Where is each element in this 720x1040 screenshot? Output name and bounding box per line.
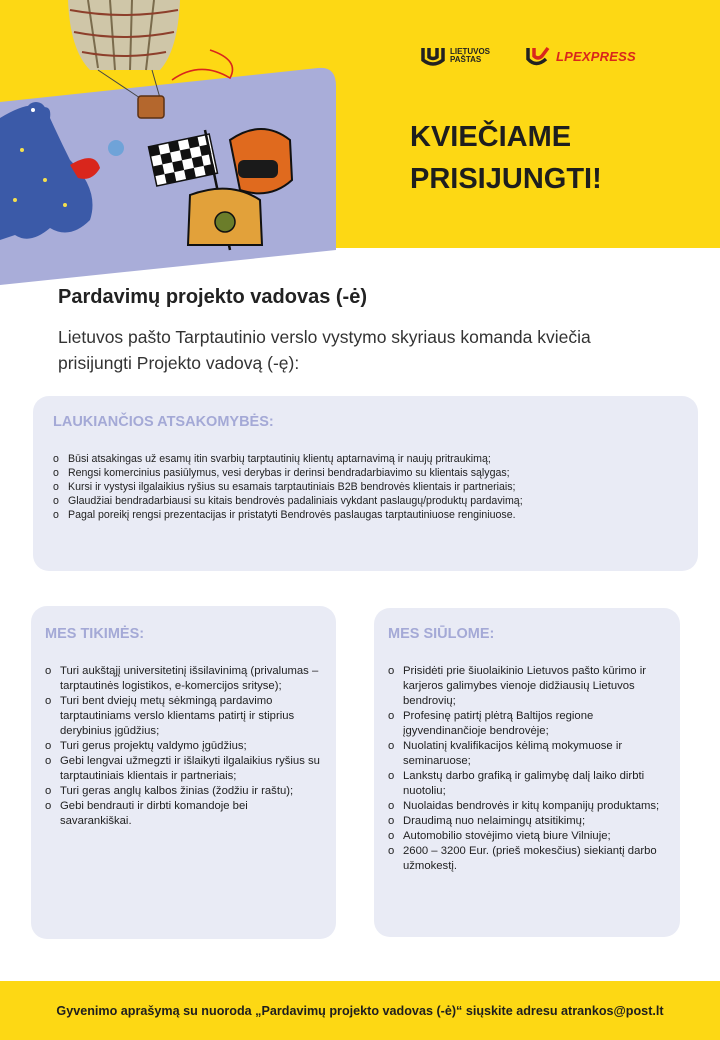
responsibilities-title: LAUKIANČIOS ATSAKOMYBĖS: — [53, 414, 274, 430]
lietuvos-pastas-logo-icon — [420, 44, 446, 68]
list-item: o Turi aukštąjį universitetinį išsilavinimą (privalumas – tarptautinės logistikos, e-komercijos srityse); — [45, 664, 322, 694]
lpexpress-wordmark: LPEXPRESS — [556, 48, 636, 64]
list-item: o Gebi lengvai užmegzti ir išlaikyti ilgalaikius ryšius su tarptautiniais klientais ir partneriais; — [45, 754, 322, 784]
expectations-card — [31, 606, 336, 939]
job-title: Pardavimų projekto vadovas (-ė) — [58, 286, 367, 308]
lpexpress-logo-icon — [524, 44, 552, 68]
list-item: o Profesinę patirtį plėtrą Baltijos regione įgyvendinančioje bendrovėje; — [388, 709, 666, 739]
hero-illustration — [0, 0, 345, 290]
offers-list — [388, 664, 666, 874]
list-item: o Gebi bendrauti ir dirbti komandoje bei savarankiškai. — [45, 799, 322, 829]
responsibilities-card — [33, 396, 698, 571]
hero-banner — [0, 0, 720, 290]
headline-line1: KVIEČIAME — [410, 121, 572, 153]
offers-card — [374, 608, 680, 937]
list-item: o Būsi atsakingas už esamų itin svarbių tarptautinių klientų aptarnavimą ir naujų pritraukimą; — [53, 452, 678, 466]
list-item: o Draudimą nuo nelaimingų atsitikimų; — [388, 814, 666, 829]
hero-headline — [410, 116, 602, 200]
list-item: o Glaudžiai bendradarbiausi su kitais bendrovės padaliniais vykdant paslaugų/produktų pardavimą; — [53, 494, 678, 508]
list-item: o Turi geras anglų kalbos žinias (žodžiu ir raštu); — [45, 784, 322, 799]
lietuvos-pastas-logo — [420, 44, 490, 68]
job-intro: Lietuvos pašto Tarptautinio verslo vystymo skyriaus komanda kviečia prisijungti Projekto vadovą (-ę): — [58, 327, 591, 373]
list-item: o Rengsi komercinius pasiūlymus, vesi derybas ir derinsi bendradarbiavimo su klientais sąlygas; — [53, 466, 678, 480]
list-item: o Pagal poreikį rengsi prezentacijas ir pristatyti Bendrovės paslaugas tarptautiniuose renginiuose. — [53, 508, 678, 522]
list-item: o Nuolatinį kvalifikacijos kėlimą mokymuose ir seminaruose; — [388, 739, 666, 769]
list-item: o Turi gerus projektų valdymo įgūdžius; — [45, 739, 322, 754]
list-item: o Kursi ir vystysi ilgalaikius ryšius su esamais tarptautiniais B2B bendrovės klientais ir partneriais; — [53, 480, 678, 494]
offers-title: MES SIŪLOME: — [388, 626, 495, 642]
list-item: o Lankstų darbo grafiką ir galimybę dalį laiko dirbti nuotoliu; — [388, 769, 666, 799]
responsibilities-list — [53, 452, 678, 522]
expectations-list — [45, 664, 322, 829]
list-item: o Nuolaidas bendrovės ir kitų kompanijų produktams; — [388, 799, 666, 814]
list-item: o Prisidėti prie šiuolaikinio Lietuvos pašto kūrimo ir karjeros galimybes vienoje didžiausių Lietuvos bendrovių; — [388, 664, 666, 709]
logo-text-line1: LIETUVOS — [450, 47, 491, 56]
list-item: o Automobilio stovėjimo vietą biure Vilniuje; — [388, 829, 666, 844]
footer-bar — [0, 981, 720, 1040]
logo-text-line2: PAŠTAS — [450, 55, 482, 64]
headline-line2: PRISIJUNGTI! — [410, 163, 602, 195]
list-item: o Turi bent dviejų metų sėkmingą pardavimo tarptautiniams verslo klientams patirtį ir stiprius derybinius įgūdžius; — [45, 694, 322, 739]
footer-instructions: Gyvenimo aprašymą su nuoroda „Pardavimų projekto vadovas (-ė)“ siųskite adresu atrankos@post.lt — [56, 1003, 664, 1018]
expectations-title: MES TIKIMĖS: — [45, 626, 145, 642]
lpexpress-logo — [524, 44, 636, 68]
list-item: o 2600 – 3200 Eur. (prieš mokesčius) siekiantį darbo užmokestį. — [388, 844, 666, 874]
